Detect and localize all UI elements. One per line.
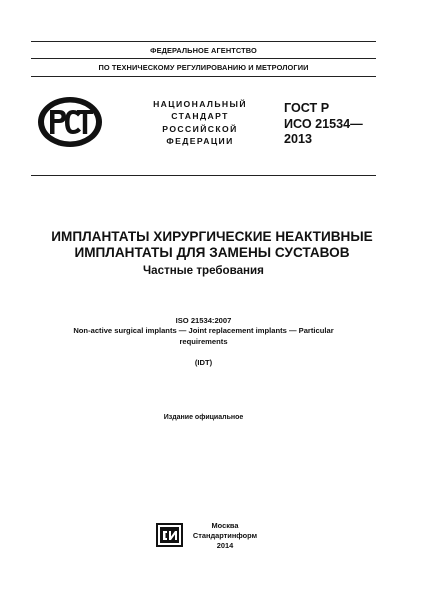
national-line-1: НАЦИОНАЛЬНЫЙ	[153, 99, 247, 109]
agency-name-line1: ФЕДЕРАЛЬНОЕ АГЕНТСТВО	[150, 46, 257, 55]
gost-line-3: 2013	[284, 132, 313, 146]
title-line-1: ИМПЛАНТАТЫ ХИРУРГИЧЕСКИЕ НЕАКТИВНЫЕ	[51, 229, 373, 244]
document-subtitle: Частные требования	[143, 264, 264, 277]
idt-label: (IDT)	[194, 358, 213, 367]
national-standard-label	[142, 98, 258, 148]
standartinform-logo-icon	[156, 523, 183, 547]
agency-name-line2: ПО ТЕХНИЧЕСКОМУ РЕГУЛИРОВАНИЮ И МЕТРОЛОГИИ	[98, 63, 309, 72]
top-rule	[31, 41, 376, 42]
standard-number	[284, 101, 384, 148]
edition-label: Издание официальное	[163, 414, 244, 421]
publisher-name: Стандартинформ	[192, 530, 258, 540]
iso-code: ISO 21534:2007	[175, 316, 232, 325]
iso-english-title-line1: Non-active surgical implants — Joint replacement implants — Particular	[73, 326, 334, 336]
national-line-4: ФЕДЕРАЦИИ	[166, 136, 234, 147]
header-bottom-rule	[31, 76, 376, 77]
publisher-year: 2014	[216, 540, 234, 550]
gost-line-1: ГОСТ Р	[284, 101, 330, 115]
national-line-3: РОССИЙСКОЙ	[162, 123, 238, 134]
rst-certification-mark-icon	[37, 96, 103, 148]
iso-english-title-line2: requirements	[179, 336, 228, 346]
iso-reference	[31, 316, 376, 347]
national-line-2: СТАНДАРТ	[171, 111, 229, 122]
publisher-info	[190, 521, 260, 550]
publisher-city: Москва	[211, 521, 239, 530]
title-line-2: ИМПЛАНТАТЫ ДЛЯ ЗАМЕНЫ СУСТАВОВ	[74, 245, 350, 261]
document-title	[20, 229, 404, 262]
standard-block-bottom-rule	[31, 175, 376, 176]
gost-line-2: ИСО 21534—	[284, 116, 363, 131]
agency-divider	[31, 58, 376, 59]
